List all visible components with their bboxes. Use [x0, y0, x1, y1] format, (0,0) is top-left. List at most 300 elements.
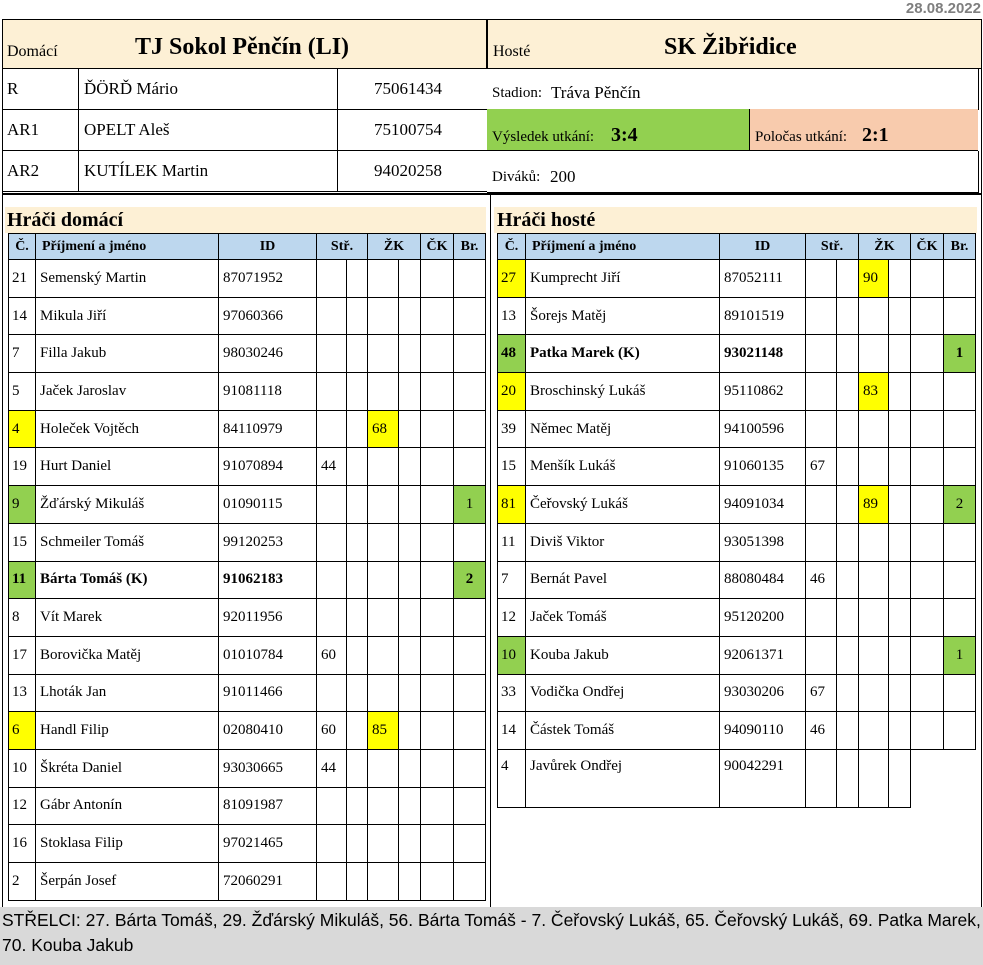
player-red-card — [421, 599, 454, 637]
player-sub-extra — [347, 636, 368, 674]
player-name: Javůrek Ondřej — [526, 749, 720, 807]
player-yellow-card — [368, 561, 399, 599]
player-number: 5 — [9, 373, 36, 411]
player-name: Mikula Jiří — [36, 297, 219, 335]
player-row — [9, 448, 486, 486]
player-name: Čeřovský Lukáš — [526, 486, 720, 524]
player-yellow-card — [859, 523, 889, 561]
player-yellow-card — [368, 297, 399, 335]
player-sub-extra — [837, 335, 859, 373]
player-goals: 1 — [454, 486, 486, 524]
player-sub-minute — [806, 636, 837, 674]
player-sub-extra — [347, 335, 368, 373]
player-name: Bernát Pavel — [526, 561, 720, 599]
player-yellow-extra — [399, 599, 421, 637]
player-goals: 1 — [944, 636, 976, 674]
player-row — [9, 523, 486, 561]
referee-id: 75100754 — [338, 110, 488, 151]
player-goals — [454, 260, 486, 298]
player-sub-minute — [806, 523, 837, 561]
player-row — [9, 373, 486, 411]
player-yellow-card — [859, 561, 889, 599]
player-sub-minute — [317, 523, 347, 561]
player-sub-extra — [837, 636, 859, 674]
player-name: Filla Jakub — [36, 335, 219, 373]
player-sub-extra — [837, 749, 859, 807]
player-goals — [454, 335, 486, 373]
player-id: 91060135 — [720, 448, 806, 486]
player-yellow-extra — [399, 260, 421, 298]
col-number: Č. — [498, 234, 526, 260]
player-name: Bárta Tomáš (K) — [36, 561, 219, 599]
player-id: 89101519 — [720, 297, 806, 335]
player-row — [9, 410, 486, 448]
player-id: 94091034 — [720, 486, 806, 524]
player-sub-extra — [347, 712, 368, 750]
player-goals — [944, 599, 976, 637]
player-id: 97060366 — [219, 297, 317, 335]
player-red-card — [421, 373, 454, 411]
player-row — [498, 486, 976, 524]
player-sub-minute: 67 — [806, 448, 837, 486]
player-row — [9, 335, 486, 373]
player-yellow-extra — [399, 825, 421, 863]
player-yellow-card — [368, 863, 399, 901]
player-id: 95120200 — [720, 599, 806, 637]
player-yellow-extra — [399, 863, 421, 901]
player-goals — [454, 523, 486, 561]
player-yellow-card — [368, 674, 399, 712]
away-players-table — [497, 233, 976, 808]
player-sub-extra — [837, 297, 859, 335]
player-row — [498, 448, 976, 486]
player-goals: 1 — [944, 335, 976, 373]
player-yellow-card — [859, 674, 889, 712]
player-number: 81 — [498, 486, 526, 524]
player-number: 15 — [498, 448, 526, 486]
player-number: 2 — [9, 863, 36, 901]
player-id: 93030665 — [219, 749, 317, 787]
player-name: Handl Filip — [36, 712, 219, 750]
player-id: 94090110 — [720, 712, 806, 750]
player-red-card — [911, 297, 944, 335]
player-sub-minute: 60 — [317, 712, 347, 750]
player-id: 01090115 — [219, 486, 317, 524]
player-yellow-extra — [399, 523, 421, 561]
player-number: 7 — [9, 335, 36, 373]
player-sub-minute — [317, 373, 347, 411]
player-row — [498, 561, 976, 599]
player-row — [498, 599, 976, 637]
player-goals — [454, 448, 486, 486]
player-number: 13 — [9, 674, 36, 712]
player-number: 7 — [498, 561, 526, 599]
player-name: Borovička Matěj — [36, 636, 219, 674]
player-number: 17 — [9, 636, 36, 674]
player-id: 91070894 — [219, 448, 317, 486]
player-id: 87052111 — [720, 260, 806, 298]
player-sub-extra — [837, 373, 859, 411]
player-sub-extra — [347, 599, 368, 637]
player-sub-extra — [347, 486, 368, 524]
player-number: 20 — [498, 373, 526, 411]
player-number: 11 — [498, 523, 526, 561]
player-red-card — [421, 749, 454, 787]
player-sub-extra — [347, 561, 368, 599]
player-yellow-card — [368, 599, 399, 637]
col-goals: Br. — [454, 234, 486, 260]
player-number: 15 — [9, 523, 36, 561]
player-number: 10 — [498, 636, 526, 674]
referees-table — [2, 68, 487, 192]
player-name: Jaček Jaroslav — [36, 373, 219, 411]
player-row — [498, 335, 976, 373]
player-red-card — [911, 486, 944, 524]
player-red-card — [911, 599, 944, 637]
player-sub-minute — [317, 787, 347, 825]
player-sub-extra — [837, 260, 859, 298]
spectators-label: Diváků: — [492, 169, 541, 185]
player-row — [9, 636, 486, 674]
player-sub-minute — [317, 863, 347, 901]
player-red-card — [911, 561, 944, 599]
player-row — [9, 561, 486, 599]
player-sub-extra — [837, 523, 859, 561]
player-sub-extra — [837, 448, 859, 486]
player-number: 12 — [498, 599, 526, 637]
player-sub-minute — [806, 260, 837, 298]
player-red-card — [421, 410, 454, 448]
player-sub-minute — [806, 410, 837, 448]
player-row — [9, 787, 486, 825]
player-yellow-extra — [399, 561, 421, 599]
player-yellow-card: 68 — [368, 410, 399, 448]
player-red-card — [911, 712, 944, 750]
stadium-value: Tráva Pěnčín — [551, 83, 641, 102]
player-yellow-card — [368, 335, 399, 373]
referee-id: 94020258 — [338, 151, 488, 192]
player-goals — [454, 636, 486, 674]
player-row — [9, 749, 486, 787]
player-yellow-card — [859, 297, 889, 335]
player-yellow-card — [368, 825, 399, 863]
player-goals — [454, 373, 486, 411]
player-id: 02080410 — [219, 712, 317, 750]
player-number: 19 — [9, 448, 36, 486]
player-red-card — [911, 674, 944, 712]
player-sub-extra — [347, 297, 368, 335]
player-name: Šerpán Josef — [36, 863, 219, 901]
player-goals — [944, 561, 976, 599]
spectators-value: 200 — [550, 167, 576, 186]
match-date: 28.08.2022 — [905, 0, 981, 17]
player-red-card — [421, 448, 454, 486]
referee-name: ĎÖRĎ Mário — [79, 69, 338, 110]
player-number: 13 — [498, 297, 526, 335]
player-yellow-card — [859, 712, 889, 750]
player-goals — [944, 712, 976, 750]
player-row — [498, 749, 976, 807]
player-yellow-card — [368, 260, 399, 298]
player-name: Kouba Jakub — [526, 636, 720, 674]
player-name: Šorejs Matěj — [526, 297, 720, 335]
player-red-card — [421, 561, 454, 599]
player-red-card — [421, 260, 454, 298]
player-name: Lhoták Jan — [36, 674, 219, 712]
col-id: ID — [720, 234, 806, 260]
player-yellow-extra — [889, 599, 911, 637]
stadium-cell — [487, 68, 979, 110]
player-sub-minute — [317, 297, 347, 335]
player-row — [9, 599, 486, 637]
player-sub-extra — [837, 674, 859, 712]
player-sub-extra — [347, 863, 368, 901]
player-name: Broschinský Lukáš — [526, 373, 720, 411]
player-goals — [454, 410, 486, 448]
player-yellow-card — [859, 335, 889, 373]
player-sub-minute — [806, 335, 837, 373]
player-name: Vít Marek — [36, 599, 219, 637]
player-goals — [454, 825, 486, 863]
player-id: 97021465 — [219, 825, 317, 863]
referee-role: R — [3, 69, 79, 110]
player-id: 92061371 — [720, 636, 806, 674]
player-row — [498, 636, 976, 674]
referee-name: KUTÍLEK Martin — [79, 151, 338, 192]
player-number: 6 — [9, 712, 36, 750]
player-number: 11 — [9, 561, 36, 599]
col-name: Příjmení a jméno — [526, 234, 720, 260]
player-goals — [944, 749, 976, 807]
player-goals — [454, 297, 486, 335]
result-value: 3:4 — [611, 124, 638, 146]
col-sub: Stř. — [317, 234, 368, 260]
player-red-card — [911, 448, 944, 486]
player-yellow-extra — [399, 335, 421, 373]
player-yellow-extra — [399, 636, 421, 674]
player-sub-extra — [347, 674, 368, 712]
player-goals — [944, 260, 976, 298]
player-number: 39 — [498, 410, 526, 448]
player-yellow-card — [368, 523, 399, 561]
home-header — [2, 19, 487, 69]
player-name: Jaček Tomáš — [526, 599, 720, 637]
player-yellow-extra — [399, 749, 421, 787]
player-yellow-card — [859, 448, 889, 486]
player-red-card — [421, 712, 454, 750]
player-sub-minute — [317, 599, 347, 637]
player-id: 91011466 — [219, 674, 317, 712]
player-yellow-card — [859, 636, 889, 674]
player-goals: 2 — [944, 486, 976, 524]
halftime-value: 2:1 — [862, 124, 889, 146]
player-red-card — [421, 863, 454, 901]
player-name: Žďárský Mikuláš — [36, 486, 219, 524]
player-number: 27 — [498, 260, 526, 298]
player-sub-extra — [347, 373, 368, 411]
player-row — [9, 712, 486, 750]
player-row — [9, 825, 486, 863]
away-team-name: SK Žibřidice — [664, 34, 797, 60]
vertical-divider — [490, 193, 491, 907]
player-yellow-extra — [889, 335, 911, 373]
player-yellow-card: 90 — [859, 260, 889, 298]
player-red-card — [911, 410, 944, 448]
col-yellow: ŽK — [859, 234, 911, 260]
player-sub-minute — [317, 674, 347, 712]
player-name: Holeček Vojtěch — [36, 410, 219, 448]
col-id: ID — [219, 234, 317, 260]
player-goals — [454, 599, 486, 637]
player-yellow-extra — [889, 749, 911, 807]
player-name: Patka Marek (K) — [526, 335, 720, 373]
player-red-card — [911, 335, 944, 373]
player-goals — [944, 410, 976, 448]
divider-line — [2, 193, 982, 195]
home-players-title: Hráči domácí — [5, 207, 486, 233]
player-row — [9, 486, 486, 524]
player-number: 8 — [9, 599, 36, 637]
player-yellow-extra — [889, 674, 911, 712]
player-yellow-extra — [889, 410, 911, 448]
player-sub-extra — [347, 448, 368, 486]
player-number: 14 — [498, 712, 526, 750]
player-sub-extra — [347, 825, 368, 863]
player-yellow-card — [859, 749, 889, 807]
player-name: Gábr Antonín — [36, 787, 219, 825]
player-yellow-extra — [889, 561, 911, 599]
col-name: Příjmení a jméno — [36, 234, 219, 260]
player-goals — [454, 863, 486, 901]
player-sub-extra — [347, 260, 368, 298]
player-row — [498, 674, 976, 712]
player-yellow-extra — [399, 448, 421, 486]
player-id: 72060291 — [219, 863, 317, 901]
player-row — [9, 260, 486, 298]
player-row — [498, 712, 976, 750]
player-id: 87071952 — [219, 260, 317, 298]
player-id: 93030206 — [720, 674, 806, 712]
player-sub-minute: 46 — [806, 712, 837, 750]
player-sub-minute — [317, 260, 347, 298]
player-goals — [944, 373, 976, 411]
referee-row — [3, 69, 488, 110]
player-id: 94100596 — [720, 410, 806, 448]
player-id: 01010784 — [219, 636, 317, 674]
player-id: 95110862 — [720, 373, 806, 411]
col-sub: Stř. — [806, 234, 859, 260]
player-name: Částek Tomáš — [526, 712, 720, 750]
player-id: 91062183 — [219, 561, 317, 599]
player-yellow-extra — [889, 523, 911, 561]
player-yellow-card — [859, 599, 889, 637]
player-name: Němec Matěj — [526, 410, 720, 448]
player-sub-extra — [837, 712, 859, 750]
player-sub-minute — [317, 561, 347, 599]
player-sub-minute: 46 — [806, 561, 837, 599]
player-id: 92011956 — [219, 599, 317, 637]
player-yellow-extra — [399, 410, 421, 448]
player-yellow-card: 89 — [859, 486, 889, 524]
player-yellow-extra — [399, 787, 421, 825]
player-number: 21 — [9, 260, 36, 298]
player-number: 14 — [9, 297, 36, 335]
player-sub-minute — [806, 599, 837, 637]
player-row — [498, 523, 976, 561]
referee-id: 75061434 — [338, 69, 488, 110]
player-row — [498, 260, 976, 298]
stadium-label: Stadion: — [492, 85, 543, 101]
player-name: Diviš Viktor — [526, 523, 720, 561]
col-red: ČK — [911, 234, 944, 260]
player-number: 16 — [9, 825, 36, 863]
player-red-card — [421, 636, 454, 674]
player-red-card — [421, 825, 454, 863]
referee-name: OPELT Aleš — [79, 110, 338, 151]
spectators-cell — [487, 151, 979, 193]
player-sub-extra — [347, 749, 368, 787]
result-cell — [487, 109, 749, 151]
player-yellow-card — [859, 410, 889, 448]
player-number: 10 — [9, 749, 36, 787]
player-yellow-extra — [889, 712, 911, 750]
player-id: 93051398 — [720, 523, 806, 561]
player-id: 98030246 — [219, 335, 317, 373]
player-sub-minute — [317, 825, 347, 863]
player-name: Škréta Daniel — [36, 749, 219, 787]
player-yellow-card — [368, 749, 399, 787]
scorers-text[interactable]: STŘELCI: 27. Bárta Tomáš, 29. Žďárský Mikuláš, 56. Bárta Tomáš - 7. Čeřovský Lukáš, 65. Čeřovský Lukáš, 69. Patka Marek, 70. Kouba Jakub — [0, 907, 983, 965]
player-goals — [454, 712, 486, 750]
player-name: Hurt Daniel — [36, 448, 219, 486]
home-label: Domácí — [7, 43, 58, 60]
referee-role: AR2 — [3, 151, 79, 192]
player-number: 9 — [9, 486, 36, 524]
player-yellow-extra — [889, 448, 911, 486]
col-red: ČK — [421, 234, 454, 260]
result-label: Výsledek utkání: — [492, 129, 595, 145]
player-sub-minute — [317, 486, 347, 524]
player-row — [9, 863, 486, 901]
player-sub-extra — [347, 410, 368, 448]
player-yellow-extra — [399, 712, 421, 750]
player-row — [9, 674, 486, 712]
player-red-card — [421, 486, 454, 524]
player-yellow-card: 85 — [368, 712, 399, 750]
player-goals: 2 — [454, 561, 486, 599]
player-yellow-card — [368, 448, 399, 486]
player-goals — [944, 674, 976, 712]
player-number: 12 — [9, 787, 36, 825]
player-number: 33 — [498, 674, 526, 712]
halftime-label: Poločas utkání: — [755, 129, 848, 145]
player-row — [9, 297, 486, 335]
player-sub-extra — [837, 486, 859, 524]
player-red-card — [421, 335, 454, 373]
player-red-card — [421, 787, 454, 825]
player-sub-minute — [806, 297, 837, 335]
player-id: 81091987 — [219, 787, 317, 825]
player-yellow-extra — [399, 674, 421, 712]
player-sub-minute: 44 — [317, 448, 347, 486]
player-goals — [944, 523, 976, 561]
player-yellow-extra — [399, 297, 421, 335]
player-id: 90042291 — [720, 749, 806, 807]
away-players-title: Hráči hosté — [494, 207, 977, 233]
player-number: 4 — [498, 749, 526, 807]
player-row — [498, 297, 976, 335]
player-yellow-card — [368, 373, 399, 411]
